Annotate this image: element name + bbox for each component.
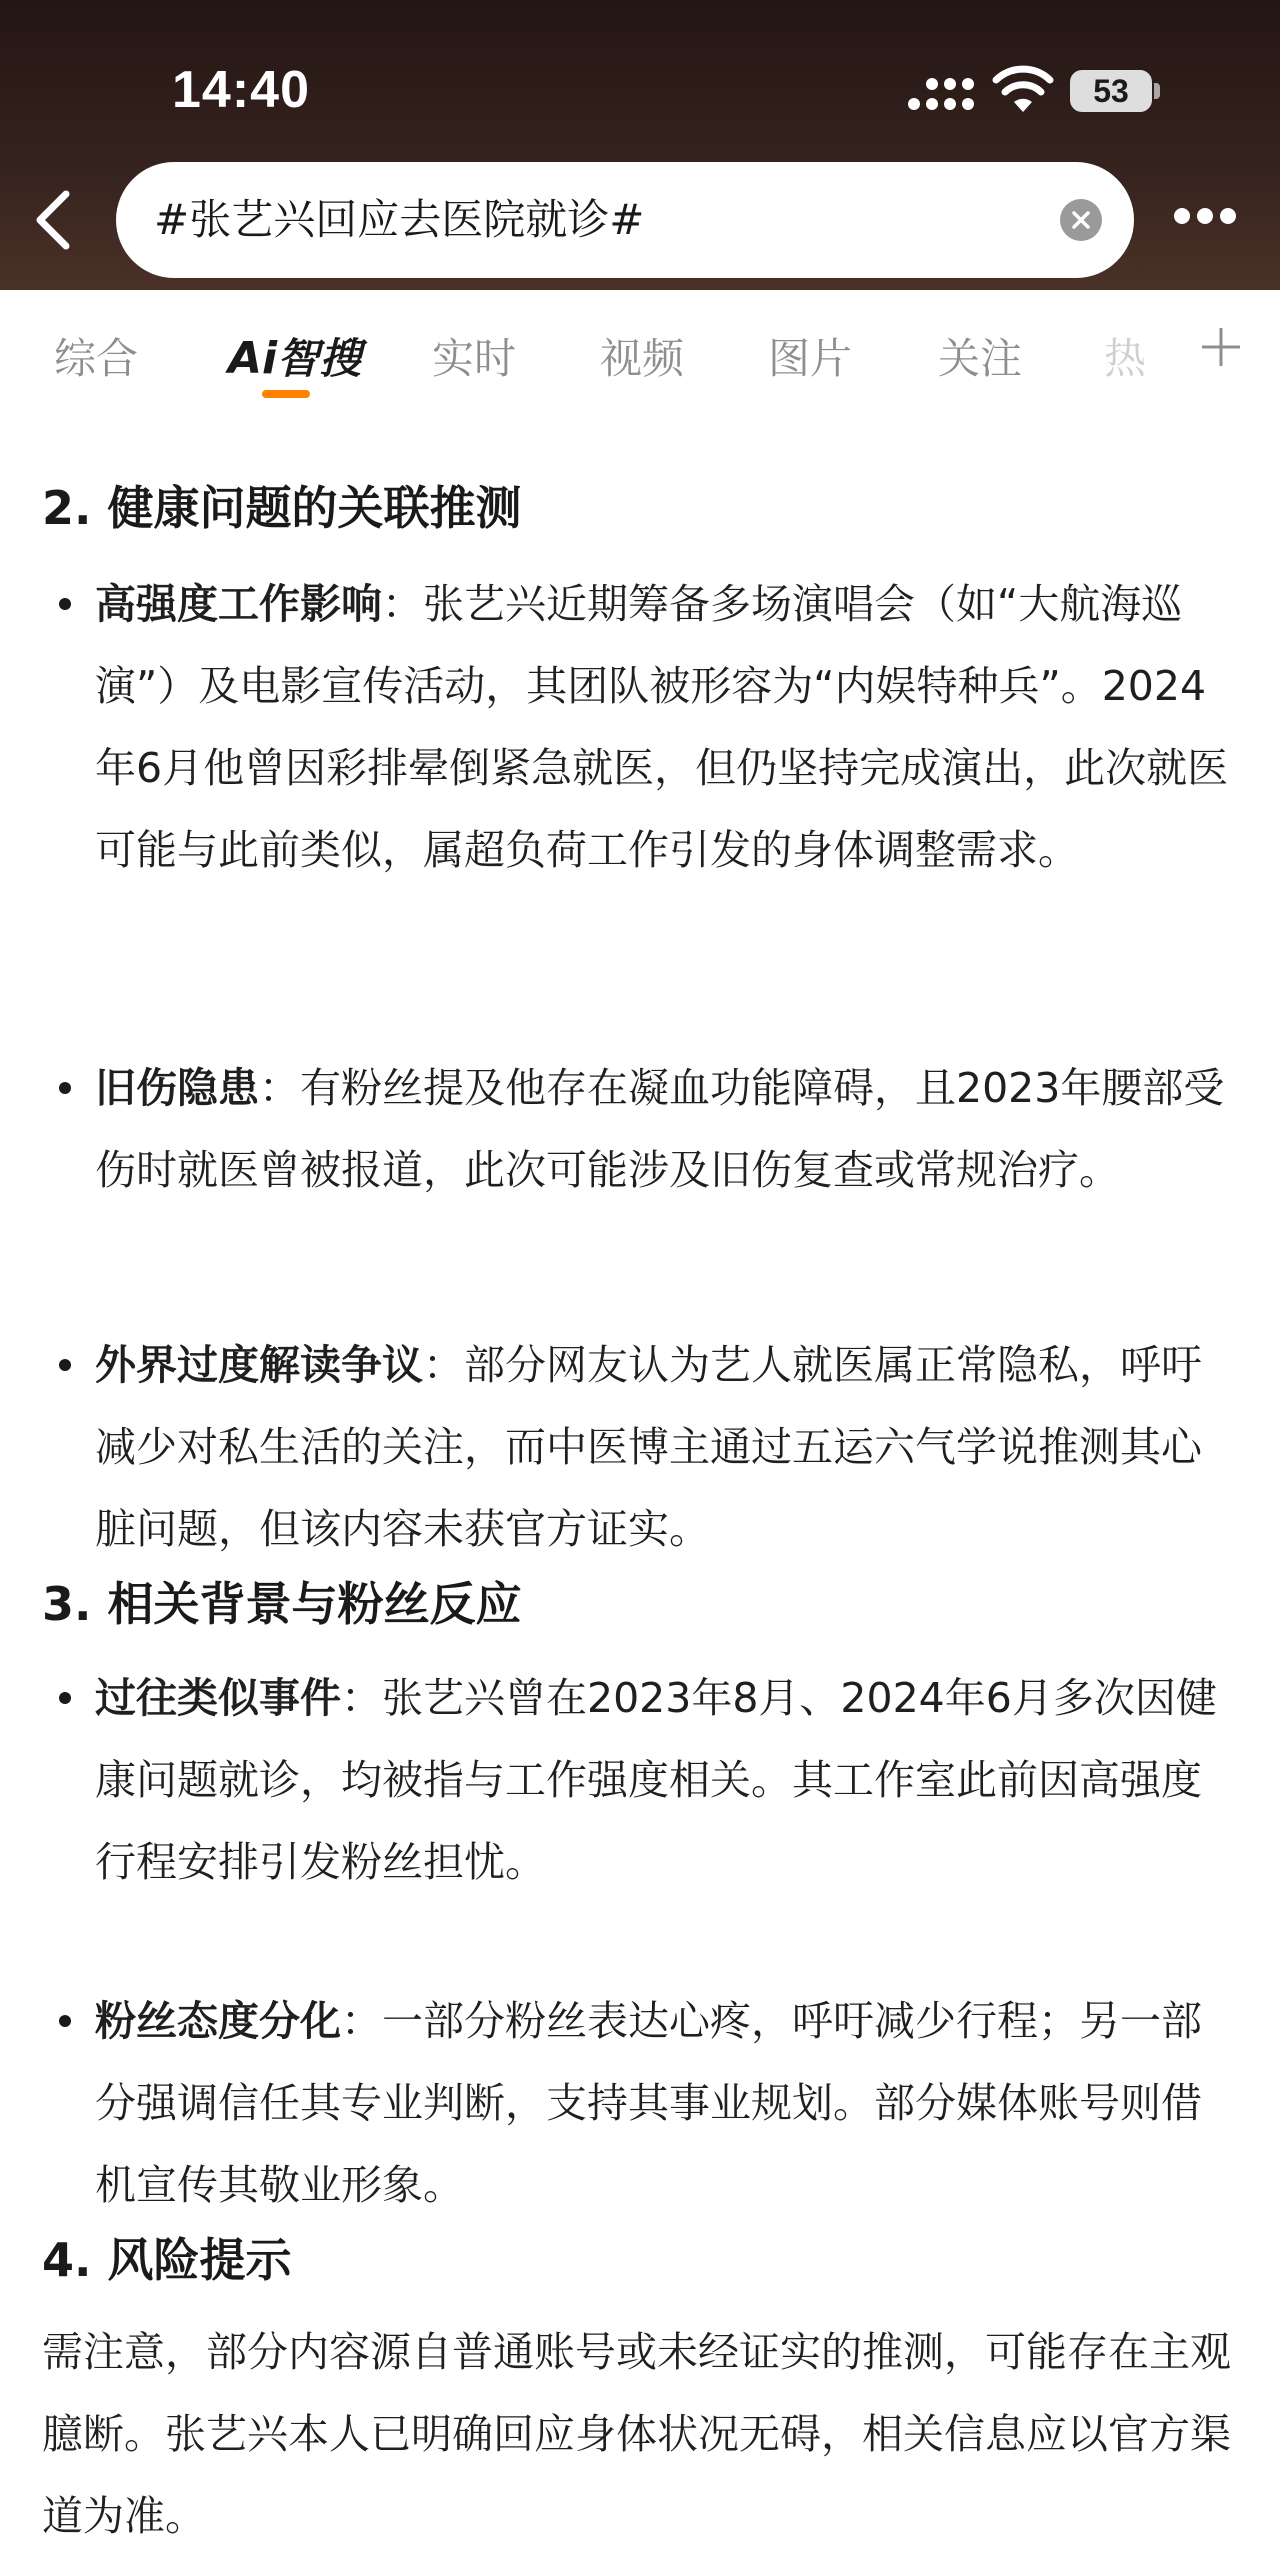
bullet-text: 张艺兴曾在2023年8月、2024年6月多次因健康问题就诊，均被指与工作强度相关。其工作室此前因高强度行程安排引发粉丝担忧。 (95, 1674, 1217, 1886)
status-time: 14:40 (172, 61, 310, 119)
risk-paragraph: 需注意，部分内容源自普通账号或未经证实的推测，可能存在主观臆断。张艺兴本人已明确回应身体状况无碍，相关信息应以官方渠道为准。 (42, 2328, 1231, 2540)
bullet-title: 高强度工作影响 (95, 580, 382, 628)
clear-search-icon[interactable] (1060, 199, 1102, 241)
list-item (95, 1657, 1235, 1903)
bullet-title: 过往类似事件 (95, 1674, 341, 1722)
bullet-text: 一部分粉丝表达心疼，呼吁减少行程；另一部分强调信任其专业判断，支持其事业规划。部分媒体账号则借机宣传其敬业形象。 (95, 1997, 1202, 2209)
section-heading: 2. 健康问题的关联推测 (42, 481, 522, 535)
bullet-separator: ： (341, 1997, 382, 2045)
tab-following[interactable]: 关注 (938, 334, 1023, 383)
bullet-separator: ： (341, 1674, 382, 1722)
bullet-text: 有粉丝提及他存在凝血功能障碍，且2023年腰部受伤时就医曾被报道，此次可能涉及旧伤复查或常规治疗。 (95, 1064, 1225, 1194)
active-tab-indicator (262, 390, 310, 398)
ai-label: Ai (228, 333, 278, 384)
wifi-icon (992, 64, 1054, 114)
list-item (95, 1324, 1235, 1570)
section-heading: 3. 相关背景与粉丝反应 (42, 1577, 522, 1631)
more-options-icon[interactable] (1170, 208, 1240, 232)
add-tab-icon[interactable] (1196, 322, 1246, 372)
bullet-text: 部分网友认为艺人就医属正常隐私，呼吁减少对私生活的关注，而中医博主通过五运六气学说推测其心脏问题，但该内容未获官方证实。 (95, 1341, 1202, 1553)
tab-images[interactable]: 图片 (768, 334, 853, 383)
bullet-separator: ： (382, 580, 423, 628)
bullet-separator: ： (259, 1064, 300, 1112)
tab-hot[interactable]: 热 (1104, 334, 1147, 383)
list-item (95, 1047, 1235, 1211)
list-item (95, 1980, 1235, 2226)
bullet-title: 外界过度解读争议 (95, 1341, 423, 1389)
tab-bar (0, 290, 1280, 420)
bullet-title: 粉丝态度分化 (95, 1997, 341, 2045)
battery-level: 53 (1093, 73, 1129, 109)
tab-video[interactable]: 视频 (600, 334, 685, 383)
bullet-separator: ： (423, 1341, 464, 1389)
tab-comprehensive[interactable]: 综合 (54, 334, 139, 383)
search-bar[interactable] (116, 162, 1134, 278)
bullet-text: 张艺兴近期筹备多场演唱会（如“大航海巡演”）及电影宣传活动，其团队被形容为“内娱特种兵”。2024年6月他曾因彩排晕倒紧急就医，但仍坚持完成演出，此次就医可能与此前类似，属超负荷工作引发的身体调整需求。 (95, 580, 1229, 874)
battery-icon (1070, 70, 1162, 114)
top-header (0, 0, 1280, 290)
back-arrow-icon[interactable] (28, 188, 80, 252)
cellular-signal-icon (906, 72, 976, 116)
tab-realtime[interactable]: 实时 (432, 334, 517, 383)
search-input[interactable]: #张艺兴回应去医院就诊# (154, 195, 645, 244)
list-item (95, 563, 1235, 891)
ai-search-label: 智搜 (277, 334, 362, 383)
tab-ai-search[interactable] (228, 326, 361, 386)
section-heading: 4. 风险提示 (42, 2233, 292, 2287)
bullet-title: 旧伤隐患 (95, 1064, 259, 1112)
